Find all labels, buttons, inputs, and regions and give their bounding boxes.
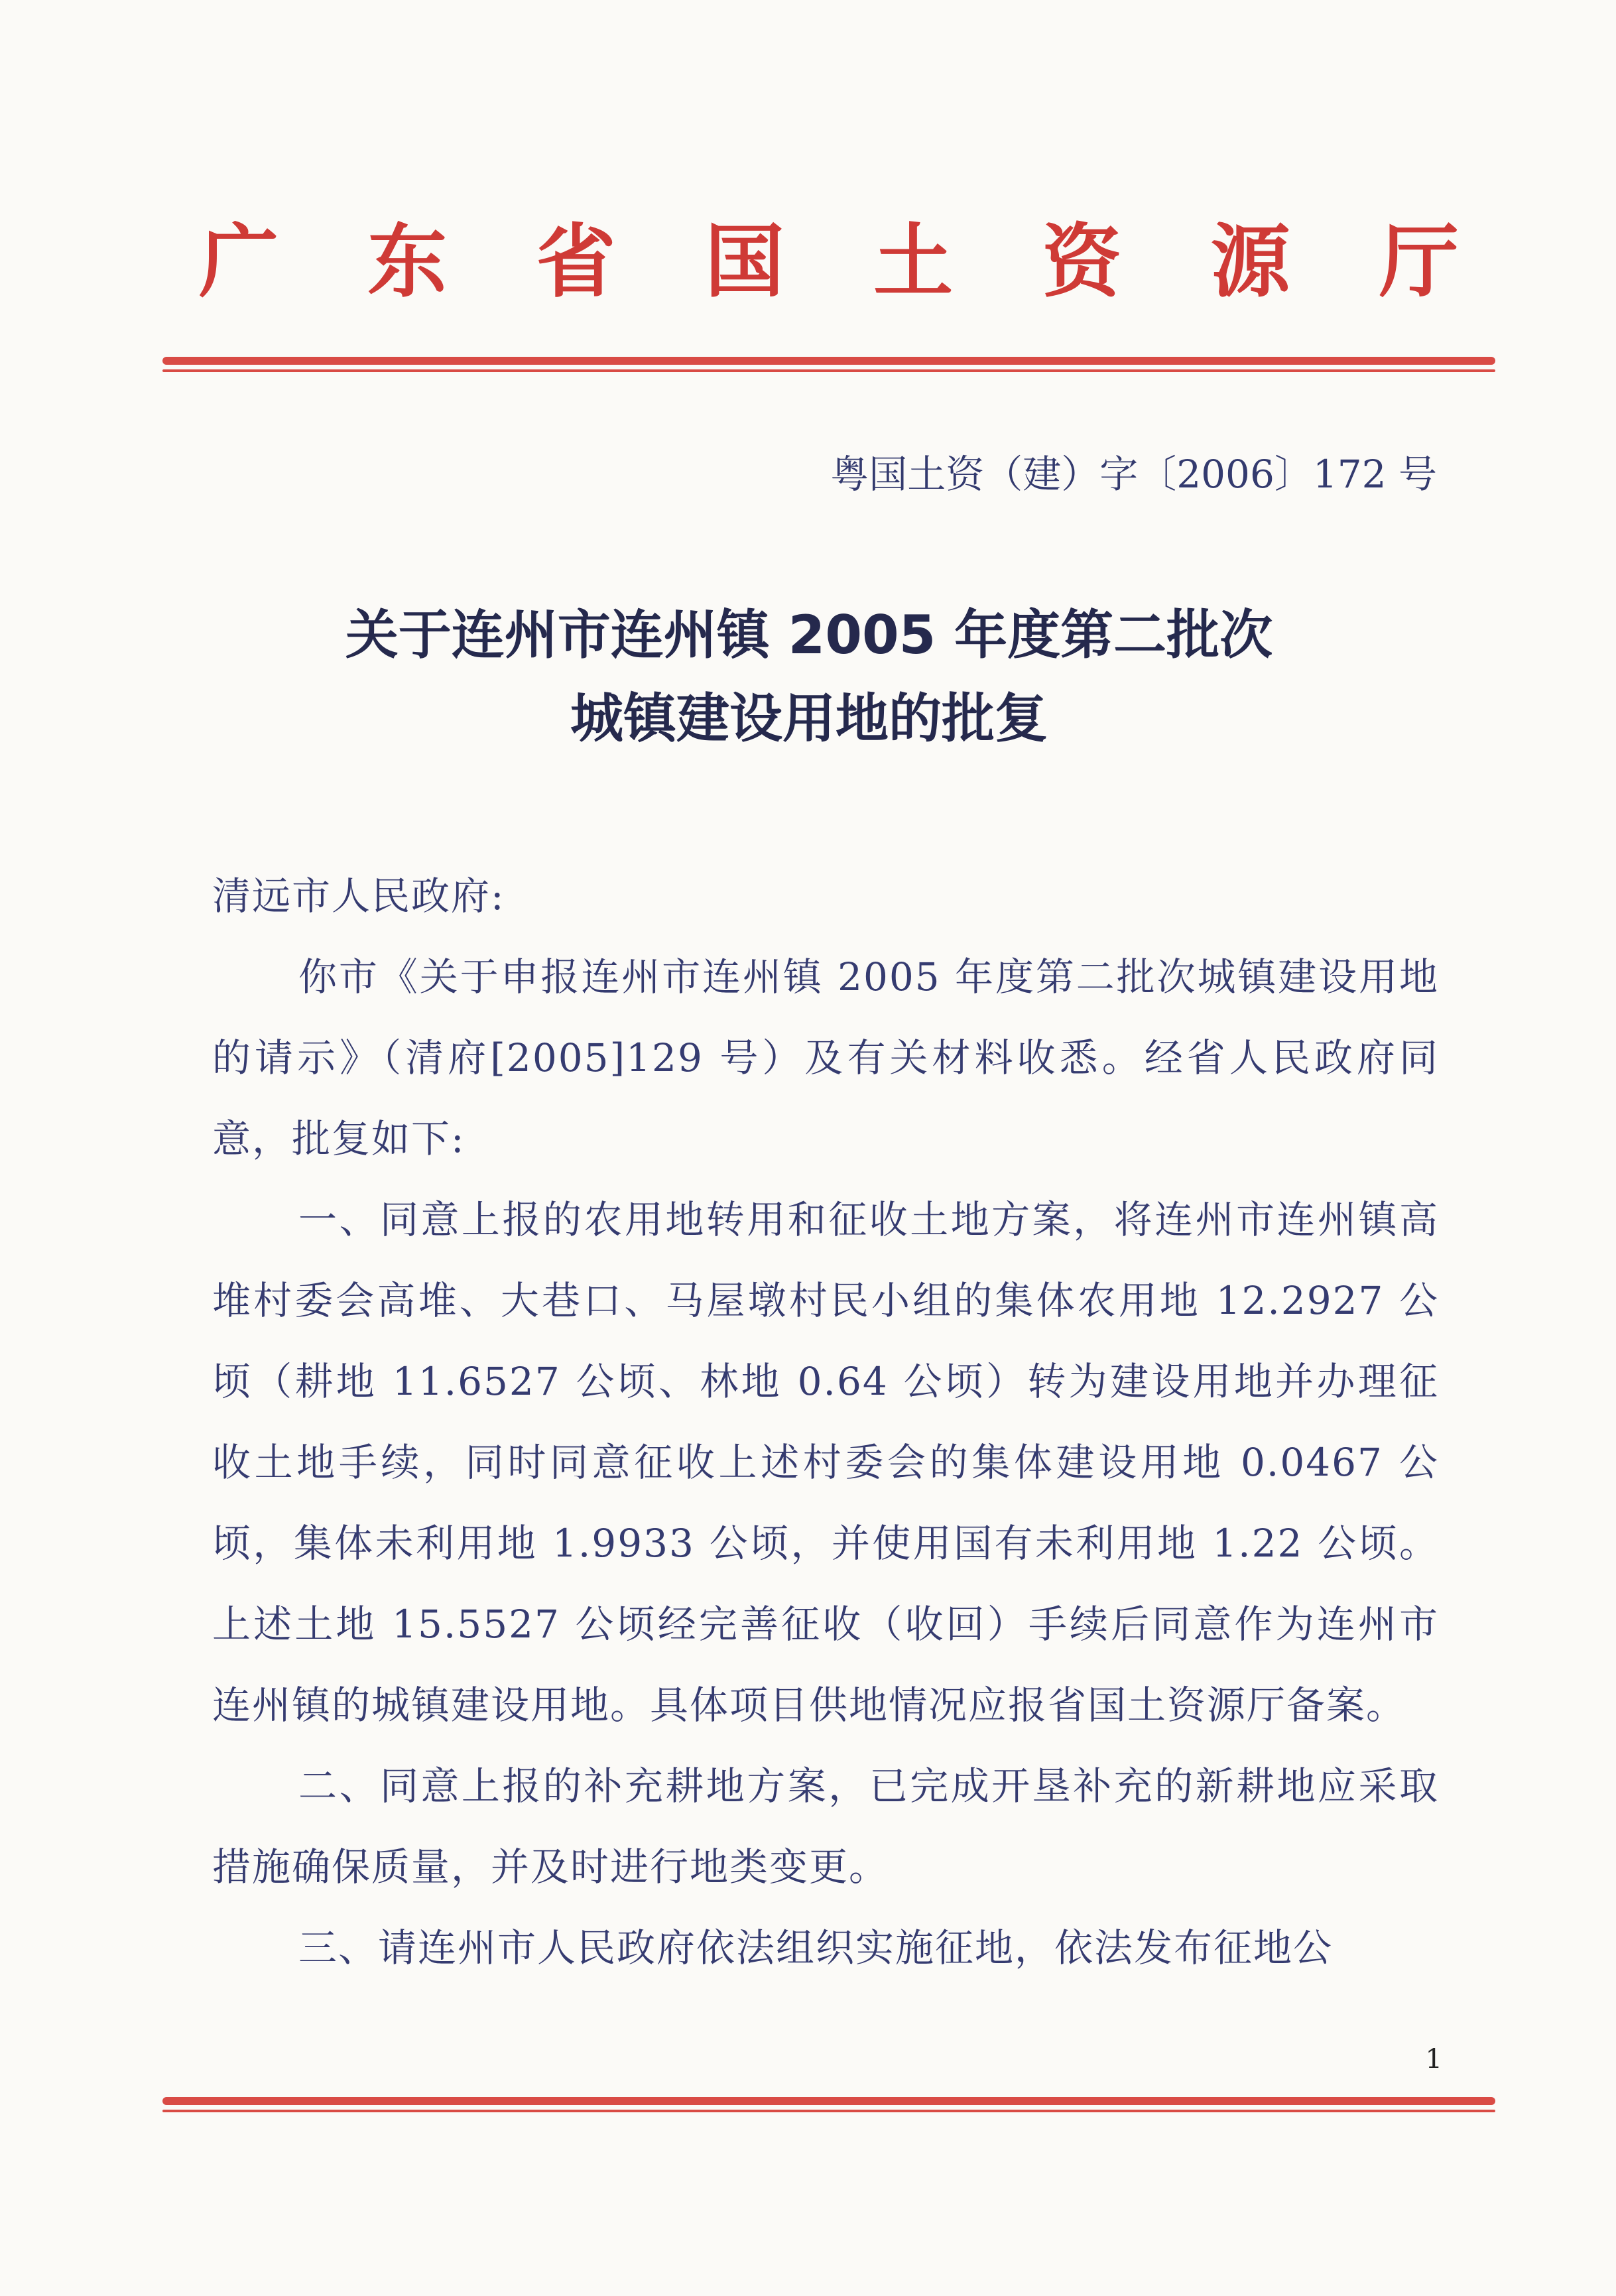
document-number: 粤国土资（建）字〔2006〕172 号 [830, 452, 1437, 497]
document-body [212, 856, 1439, 1988]
agency-char: 省 [536, 215, 616, 308]
agency-char: 厅 [1379, 215, 1459, 308]
body-paragraph: 二、同意上报的补充耕地方案，已完成开垦补充的新耕地应采取措施确保质量，并及时进行地类变更。 [212, 1763, 1439, 1889]
title-line-1: 关于连州市连州镇 2005 年度第二批次 [345, 604, 1273, 666]
divider-thin-line [162, 2110, 1495, 2112]
title-line-2: 城镇建设用地的批复 [570, 688, 1048, 749]
body-paragraph: 三、请连州市人民政府依法组织实施征地，依法发布征地公 [298, 1925, 1334, 1970]
agency-char: 土 [873, 215, 954, 308]
footer-divider [162, 2097, 1495, 2112]
agency-char: 广 [199, 215, 279, 308]
divider-thick-line [162, 357, 1495, 365]
agency-char: 东 [367, 215, 448, 308]
divider-thick-line [162, 2097, 1495, 2105]
document-title [159, 594, 1459, 761]
divider-thin-line [162, 369, 1495, 372]
salutation: 清远市人民政府: [212, 873, 505, 919]
body-paragraph: 一、同意上报的农用地转用和征收土地方案，将连州市连州镇高堆村委会高堆、大巷口、马屋墩村民小组的集体农用地 12.2927 公顷（耕地 11.6527 公顷、林地 0.64 公顷）转为建设用地并办理征收土地手续，同时同意征收上述村委会的集体建设用地 0.0467 公顷，集体未利用地 1.9933 公顷，并使用国有未利用地 1.22 公顷。上述土地 15.5527 公顷经完善征收（收回）手续后同意作为连州市连州镇的城镇建设用地。具体项目供地情况应报省国土资源厅备案。 [212, 1197, 1439, 1728]
agency-char: 源 [1210, 215, 1290, 308]
agency-char: 国 [704, 215, 784, 308]
letterhead-agency-name [199, 199, 1459, 312]
page-number: 1 [1425, 2044, 1442, 2074]
letterhead-divider-top [162, 357, 1495, 372]
body-paragraph: 你市《关于申报连州市连州镇 2005 年度第二批次城镇建设用地的请示》（清府[2005]129 号）及有关材料收悉。经省人民政府同意，批复如下: [212, 954, 1439, 1161]
agency-char: 资 [1042, 215, 1122, 308]
